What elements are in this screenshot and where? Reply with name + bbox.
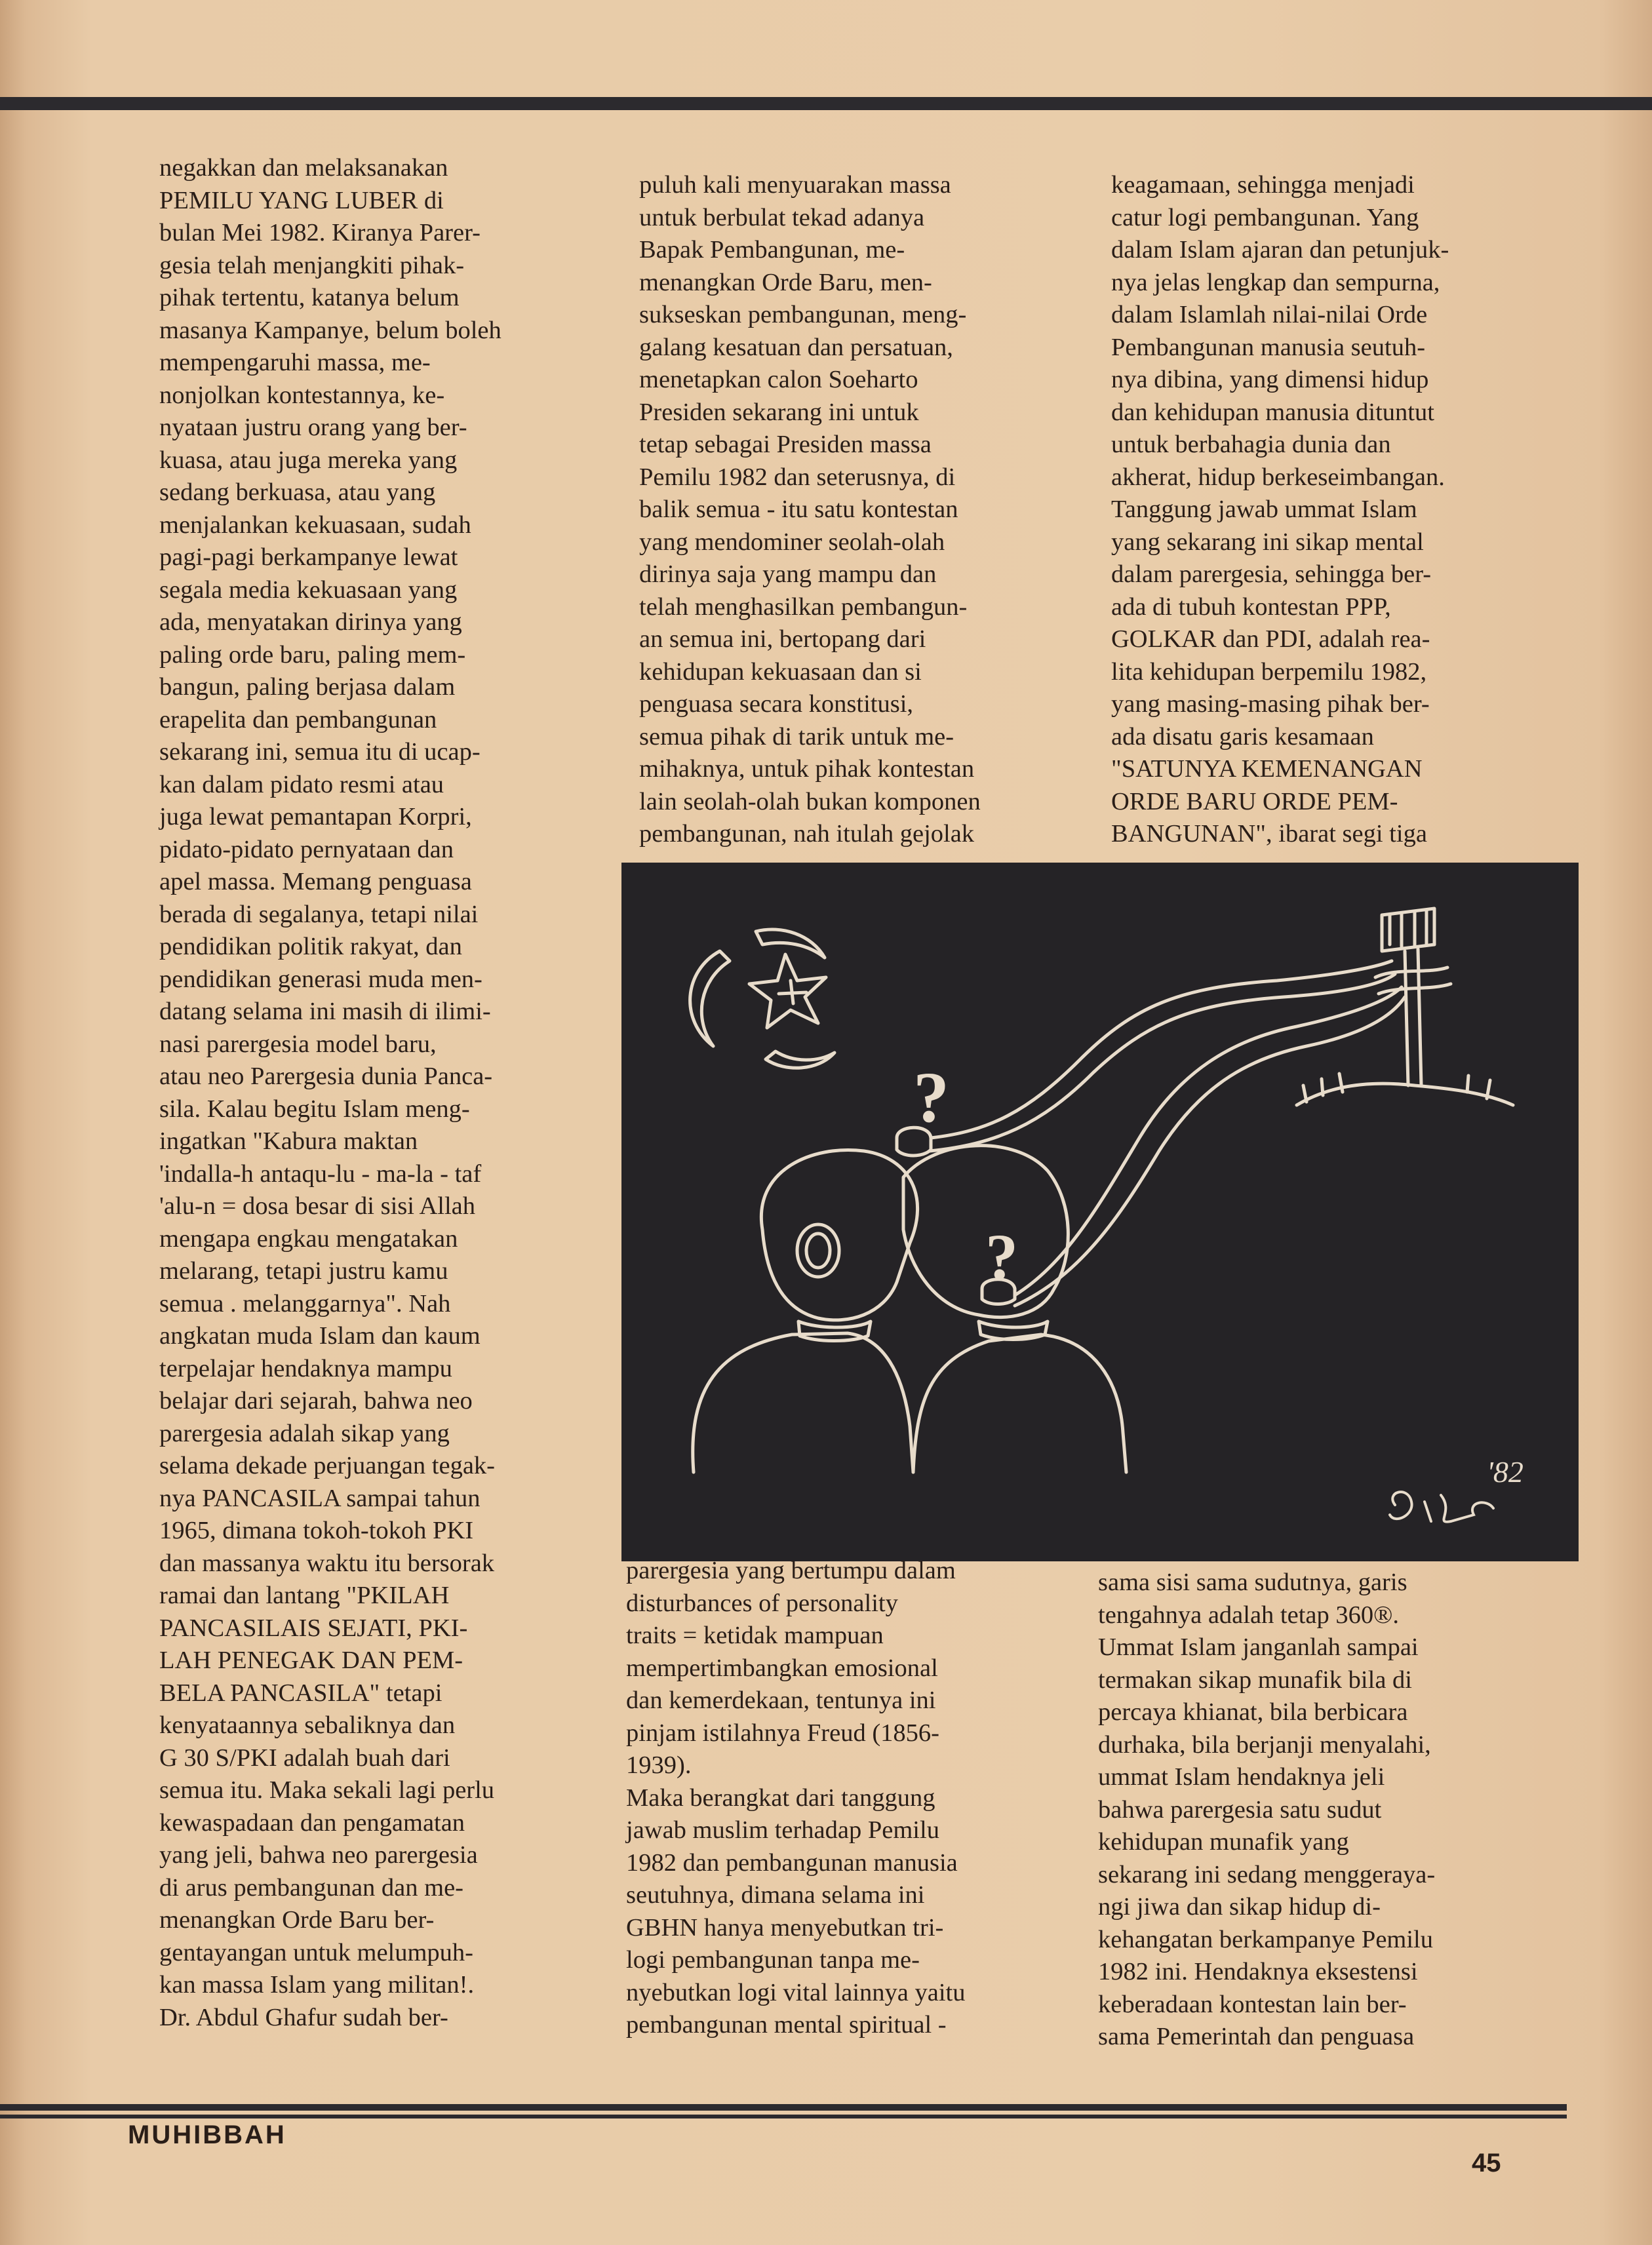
text-line: paling orde baru, paling mem- [159, 640, 466, 669]
text-line: Maka berangkat dari tanggung [626, 1784, 935, 1812]
text-line: keagamaan, sehingga menjadi [1111, 171, 1415, 199]
text-line: G 30 S/PKI adalah buah dari [159, 1744, 450, 1772]
text-line: dan kemerdekaan, tentunya ini [626, 1687, 936, 1714]
text-line: negakkan dan melaksanakan [159, 154, 448, 182]
text-line: percaya khianat, bila berbicara [1098, 1698, 1408, 1726]
text-line: Presiden sekarang ini untuk [639, 398, 919, 426]
text-line: kehidupan munafik yang [1098, 1828, 1349, 1856]
text-line: pagi-pagi berkampanye lewat [159, 543, 458, 571]
text-line: yang masing-masing pihak ber- [1111, 690, 1430, 718]
text-line: LAH PENEGAK DAN PEM- [159, 1647, 463, 1674]
bottom-rule-thin [0, 2115, 1567, 2118]
text-line: untuk berbahagia dunia dan [1111, 431, 1391, 458]
text-line: menangkan Orde Baru ber- [159, 1906, 435, 1934]
text-line: jawab muslim terhadap Pemilu [626, 1816, 939, 1844]
text-line: PANCASILAIS SEJATI, PKI- [159, 1614, 468, 1642]
question-mark-2: ? [985, 1220, 1018, 1293]
text-line: sama Pemerintah dan penguasa [1098, 2023, 1415, 2050]
text-line: untuk berbulat tekad adanya [639, 203, 925, 231]
text-line: bahwa parergesia satu sudut [1098, 1795, 1382, 1824]
text-line: juga lewat pemantapan Korpri, [159, 803, 472, 830]
text-line: selama dekade perjuangan tegak- [159, 1452, 496, 1479]
text-line: kewaspadaan dan pengamatan [159, 1808, 465, 1837]
text-line: pendidikan generasi muda men- [159, 965, 482, 993]
text-line: apel massa. Memang penguasa [159, 868, 472, 895]
text-line: gesia telah menjangkiti pihak- [159, 251, 465, 279]
text-line: an semua ini, bertopang dari [639, 625, 926, 653]
text-line: parergesia adalah sikap yang [159, 1419, 450, 1447]
text-line: pinjam istilahnya Freud (1856- [626, 1719, 939, 1747]
column-right-top [1111, 169, 1498, 851]
text-line: seutuhnya, dimana selama ini [626, 1881, 925, 1909]
artist-signature [1390, 1492, 1493, 1522]
text-line: erapelita dan pembangunan [159, 705, 437, 733]
text-line: dalam Islamlah nilai-nilai Orde [1111, 301, 1428, 328]
text-line: disturbances of personality [626, 1589, 898, 1617]
text-line: atau neo Parergesia dunia Panca- [159, 1063, 493, 1090]
text-line: nasi parergesia model baru, [159, 1030, 437, 1058]
text-line: telah menghasilkan pembangun- [639, 593, 968, 621]
text-line: semua pihak di tarik untuk me- [639, 722, 954, 751]
text-line: 1939). [626, 1751, 692, 1779]
column-left [159, 152, 556, 2034]
star-shape [749, 954, 826, 1028]
text-line: berada di segalanya, tetapi nilai [159, 900, 479, 928]
text-line: kehangatan berkampanye Pemilu [1098, 1925, 1434, 1953]
text-line: dalam Islam ajaran dan petunjuk- [1111, 236, 1449, 264]
text-line: dan kehidupan manusia dituntut [1111, 398, 1434, 426]
top-rule [0, 97, 1652, 110]
text-line: mihaknya, untuk pihak kontestan [639, 755, 975, 783]
text-line: akherat, hidup berkeseimbangan. [1111, 463, 1445, 491]
text-line: sedang berkuasa, atau yang [159, 478, 436, 506]
text-line: dirinya saja yang mampu dan [639, 560, 937, 588]
hill [1297, 1083, 1513, 1105]
question-mark-1: ? [913, 1057, 949, 1137]
text-line: angkatan muda Islam dan kaum [159, 1322, 481, 1350]
text-line: di arus pembangunan dan me- [159, 1873, 463, 1902]
text-line: GBHN hanya menyebutkan tri- [626, 1913, 944, 1942]
tube-4 [1015, 997, 1405, 1306]
bottom-rule [0, 2104, 1567, 2111]
text-line: PEMILU YANG LUBER di [159, 186, 444, 214]
text-line: "SATUNYA KEMENANGAN [1111, 755, 1423, 783]
text-line: ramai dan lantang "PKILAH [159, 1582, 450, 1609]
text-line: 'indalla-h antaqu-lu - ma-la - taf [159, 1160, 482, 1188]
text-line: lain seolah-olah bukan komponen [639, 787, 981, 815]
column-middle-bottom [626, 1555, 1029, 2042]
text-line: semua . melanggarnya". Nah [159, 1289, 451, 1318]
magazine-name: MUHIBBAH [128, 2120, 286, 2149]
figure-body-left [693, 1333, 913, 1472]
text-line: datang selama ini masih di ilimi- [159, 998, 491, 1025]
text-line: nyebutkan logi vital lainnya yaitu [626, 1978, 966, 2006]
figure-head-left [761, 1150, 917, 1320]
text-line: pidato-pidato pernyataan dan [159, 835, 454, 863]
text-line: nya dibina, yang dimensi hidup [1111, 366, 1429, 393]
text-line: Pembangunan manusia seutuh- [1111, 333, 1426, 361]
text-line: BANGUNAN", ibarat segi tiga [1111, 820, 1427, 848]
text-line: puluh kali menyuarakan massa [639, 171, 951, 199]
text-line: parergesia yang bertumpu dalam [626, 1557, 956, 1584]
text-line: ngi jiwa dan sikap hidup di- [1098, 1893, 1381, 1921]
text-line: kan massa Islam yang militan!. [159, 1971, 475, 1999]
text-line: menangkan Orde Baru, men- [639, 268, 932, 296]
text-line: mempengaruhi massa, me- [159, 349, 431, 376]
text-line: sekarang ini sedang menggeraya- [1098, 1860, 1436, 1888]
text-line: 1982 dan pembangunan manusia [626, 1848, 958, 1877]
cartoon-illustration [621, 863, 1579, 1561]
text-line: durhaka, bila berjanji menyalahi, [1098, 1730, 1431, 1759]
text-line: Bapak Pembangunan, me- [639, 236, 905, 264]
text-line: balik semua - itu satu kontestan [639, 496, 958, 523]
text-line: menetapkan calon Soeharto [639, 366, 918, 393]
cartoon-drawing [621, 863, 1579, 1561]
text-line: lita kehidupan berpemilu 1982, [1111, 657, 1427, 686]
text-line: nya PANCASILA sampai tahun [159, 1484, 481, 1512]
text-line: tetap sebagai Presiden massa [639, 431, 932, 458]
text-line: kehidupan kekuasaan dan si [639, 657, 922, 686]
tube-2 [930, 974, 1395, 1151]
text-line: pembangunan mental spiritual - [626, 2011, 947, 2039]
text-line: BELA PANCASILA" tetapi [159, 1679, 442, 1707]
text-line: gentayangan untuk melumpuh- [159, 1938, 473, 1966]
text-line: 1982 ini. Hendaknya eksestensi [1098, 1958, 1418, 1985]
text-line: sila. Kalau begitu Islam meng- [159, 1095, 470, 1123]
text-line: segala media kekuasaan yang [159, 576, 458, 604]
text-line: penguasa secara konstitusi, [639, 690, 914, 718]
column-middle-top [639, 169, 1032, 851]
text-line: sukseskan pembangunan, meng- [639, 301, 967, 328]
text-line: Tanggung jawab ummat Islam [1111, 496, 1417, 523]
text-line: pembangunan, nah itulah gejolak [639, 820, 975, 848]
text-line: yang sekarang ini sikap mental [1111, 528, 1424, 556]
text-line: melarang, tetapi justru kamu [159, 1257, 448, 1285]
text-line: yang jeli, bahwa neo parergesia [159, 1841, 478, 1869]
text-line: ingatkan "Kabura maktan [159, 1127, 418, 1155]
text-line: kan dalam pidato resmi atau [159, 770, 444, 798]
text-line: menjalankan kekuasaan, sudah [159, 511, 471, 539]
text-line: kuasa, atau juga mereka yang [159, 446, 458, 474]
text-line: tengahnya adalah tetap 360®. [1098, 1601, 1399, 1629]
tube-1 [931, 961, 1392, 1138]
text-line: keberadaan kontestan lain ber- [1098, 1990, 1407, 2018]
text-line: 1965, dimana tokoh-tokoh PKI [159, 1517, 474, 1544]
text-line: 'alu-n = dosa besar di sisi Allah [159, 1192, 476, 1220]
text-line: mempertimbangkan emosional [626, 1654, 938, 1682]
text-line: terpelajar hendaknya mampu [159, 1354, 452, 1382]
text-line: kenyataannya sebaliknya dan [159, 1711, 456, 1739]
text-line: bulan Mei 1982. Kiranya Parer- [159, 219, 481, 246]
text-line: pihak tertentu, katanya belum [159, 284, 460, 311]
text-line: Ummat Islam janganlah sampai [1098, 1633, 1419, 1661]
text-line: termakan sikap munafik bila di [1098, 1666, 1412, 1694]
text-line: dalam parergesia, sehingga ber- [1111, 560, 1432, 588]
text-line: logi pembangunan tanpa me- [626, 1946, 920, 1974]
text-line: ada disatu garis kesamaan [1111, 722, 1374, 751]
text-line: GOLKAR dan PDI, adalah rea- [1111, 625, 1430, 653]
figure-body-right [913, 1335, 1126, 1472]
tube-3 [1015, 987, 1402, 1295]
text-line: nya jelas lengkap dan sempurna, [1111, 268, 1440, 296]
text-line: nyataan justru orang yang ber- [159, 414, 467, 441]
signature-year: '82 [1487, 1455, 1524, 1489]
text-line: semua itu. Maka sekali lagi perlu [159, 1776, 495, 1804]
text-line: pendidikan politik rakyat, dan [159, 933, 462, 960]
text-line: ada, menyatakan dirinya yang [159, 608, 462, 636]
crescent-shape [690, 951, 730, 1046]
column-right-bottom [1098, 1567, 1498, 2054]
text-line: ummat Islam hendaknya jeli [1098, 1763, 1385, 1791]
text-line: Dr. Abdul Ghafur sudah ber- [159, 2003, 448, 2031]
text-line: nonjolkan kontestannya, ke- [159, 381, 445, 409]
text-line: galang kesatuan dan persatuan, [639, 333, 953, 361]
text-line: Pemilu 1982 dan seterusnya, di [639, 463, 956, 491]
text-line: masanya Kampanye, belum boleh [159, 316, 502, 344]
text-line: mengapa engkau mengatakan [159, 1224, 458, 1253]
text-line: sekarang ini, semua itu di ucap- [159, 738, 481, 766]
text-line: catur logi pembangunan. Yang [1111, 203, 1419, 231]
text-line: ada di tubuh kontestan PPP, [1111, 593, 1391, 621]
text-line: yang mendominer seolah-olah [639, 528, 945, 556]
page-number: 45 [1472, 2149, 1501, 2177]
text-line: ORDE BARU ORDE PEM- [1111, 787, 1398, 815]
text-line: sama sisi sama sudutnya, garis [1098, 1569, 1407, 1596]
text-line: traits = ketidak mampuan [626, 1622, 884, 1649]
text-line: dan massanya waktu itu bersorak [159, 1549, 495, 1577]
text-line: belajar dari sejarah, bahwa neo [159, 1387, 473, 1415]
text-line: bangun, paling berjasa dalam [159, 673, 456, 701]
